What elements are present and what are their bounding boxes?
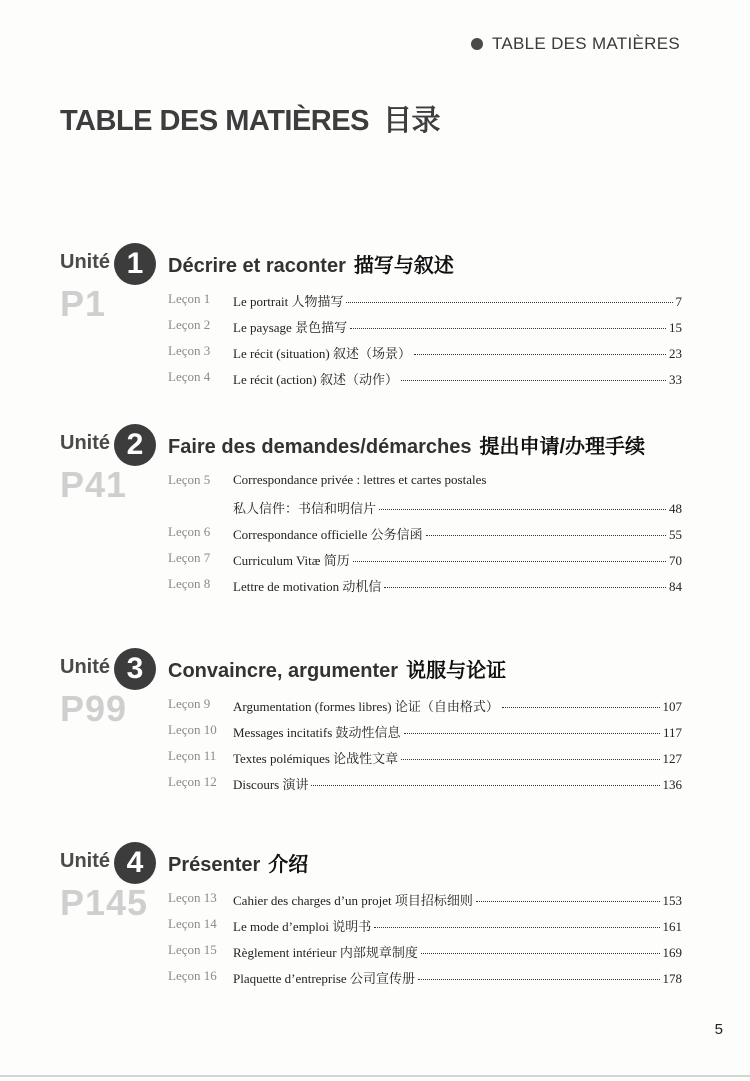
unit-title[interactable] <box>168 430 645 459</box>
dot-leader <box>353 561 666 562</box>
unit-title-fr: Faire des demandes/démarches <box>168 436 472 458</box>
unit-number-badge: 2 <box>114 424 156 466</box>
toc-entry-lecon-13[interactable] <box>168 886 682 912</box>
lesson-number: Leçon 13 <box>168 890 217 905</box>
dot-leader <box>350 328 666 329</box>
lesson-title: Le portrait 人物描写 <box>233 294 344 309</box>
dot-leader <box>476 901 660 902</box>
toc-entry-lecon-9[interactable] <box>168 692 682 718</box>
toc-entry-lecon-6[interactable] <box>168 520 682 546</box>
unit-title-zh: 说服与论证 <box>406 660 507 682</box>
running-header <box>471 34 680 54</box>
page-title-zh: 目录 <box>382 105 440 137</box>
running-header-text: TABLE DES MATIÈRES <box>491 34 680 53</box>
lesson-list <box>168 287 682 391</box>
lesson-page: 153 <box>662 893 682 908</box>
lesson-title: Cahier des charges d’un projet 项目招标细则 <box>233 893 473 908</box>
lesson-number: Leçon 11 <box>168 748 217 763</box>
lesson-page: 178 <box>662 971 682 986</box>
unit-label: Unité <box>60 850 110 872</box>
unit-title-zh: 描写与叙述 <box>353 255 454 277</box>
dot-leader <box>379 509 666 510</box>
lesson-number: Leçon 16 <box>168 968 217 983</box>
lesson-page: 84 <box>669 579 682 594</box>
bullet-dot-icon <box>471 38 483 50</box>
unit-start-page: P99 <box>60 688 128 729</box>
toc-entry-lecon-8[interactable] <box>168 572 682 598</box>
lesson-number: Leçon 7 <box>168 550 211 565</box>
lesson-title: 私人信件：书信和明信片 <box>233 501 377 516</box>
page-title <box>60 98 440 139</box>
lesson-title: Le mode d’emploi 说明书 <box>233 919 372 934</box>
dot-leader <box>346 302 672 303</box>
unit-title-zh: 介绍 <box>268 854 309 876</box>
lesson-number: Leçon 1 <box>168 291 211 306</box>
lesson-title: Messages incitatifs 鼓动性信息 <box>233 725 401 740</box>
lesson-title: Discours 演讲 <box>233 777 309 792</box>
dot-leader <box>418 979 660 980</box>
toc-entry-lecon-10[interactable] <box>168 718 682 744</box>
dot-leader <box>374 927 659 928</box>
lesson-page: 48 <box>669 501 682 516</box>
lesson-list <box>168 886 682 990</box>
toc-entry-lecon-2[interactable] <box>168 313 682 339</box>
toc-entry-lecon-3[interactable] <box>168 339 682 365</box>
lesson-title: Le récit (situation) 叙述（场景） <box>233 346 411 361</box>
lesson-number: Leçon 15 <box>168 942 217 957</box>
lesson-title: Le paysage 景色描写 <box>233 320 348 335</box>
unit-title[interactable] <box>168 654 506 683</box>
lesson-number: Leçon 4 <box>168 369 211 384</box>
toc-entry-lecon-14[interactable] <box>168 912 682 938</box>
lesson-number: Leçon 5 <box>168 472 211 487</box>
unit-start-page: P41 <box>60 464 128 505</box>
lesson-title-line1: Correspondance privée : lettres et cartes postales <box>233 472 487 487</box>
unit-label: Unité <box>60 432 110 454</box>
unit-title-fr: Décrire et raconter <box>168 255 346 277</box>
lesson-page: 23 <box>669 346 682 361</box>
lesson-title: Le récit (action) 叙述（动作） <box>233 372 398 387</box>
lesson-title: Plaquette d’entreprise 公司宣传册 <box>233 971 415 986</box>
lesson-title: Textes polémiques 论战性文章 <box>233 751 399 766</box>
unit-number-badge: 1 <box>114 243 156 285</box>
dot-leader <box>311 785 659 786</box>
dot-leader <box>426 535 666 536</box>
unit-title-zh: 提出申请/办理手续 <box>479 436 646 458</box>
dot-leader <box>401 380 666 381</box>
lesson-title: Règlement intérieur 内部规章制度 <box>233 945 418 960</box>
toc-entry-lecon-1[interactable] <box>168 287 682 313</box>
lesson-page: 117 <box>662 725 682 740</box>
unit-label: Unité <box>60 251 110 273</box>
toc-entry-lecon-16[interactable] <box>168 964 682 990</box>
dot-leader <box>404 733 660 734</box>
lesson-number: Leçon 8 <box>168 576 211 591</box>
dot-leader <box>414 354 666 355</box>
lesson-number: Leçon 10 <box>168 722 217 737</box>
unit-start-page: P145 <box>60 882 149 923</box>
lesson-page: 7 <box>675 294 682 309</box>
unit-title-fr: Présenter <box>168 854 261 876</box>
toc-entry-lecon-7[interactable] <box>168 546 682 572</box>
lesson-title: Argumentation (formes libres) 论证（自由格式） <box>233 699 499 714</box>
lesson-page: 161 <box>662 919 682 934</box>
unit-start-page: P1 <box>60 283 107 324</box>
unit-label: Unité <box>60 656 110 678</box>
page-title-fr: TABLE DES MATIÈRES <box>60 105 369 137</box>
dot-leader <box>384 587 666 588</box>
lesson-number: Leçon 14 <box>168 916 217 931</box>
lesson-list <box>168 692 682 796</box>
dot-leader <box>421 953 660 954</box>
lesson-number: Leçon 2 <box>168 317 211 332</box>
unit-number-badge: 3 <box>114 648 156 690</box>
lesson-number: Leçon 9 <box>168 696 211 711</box>
toc-entry-lecon-5[interactable] <box>168 468 682 520</box>
toc-entry-lecon-11[interactable] <box>168 744 682 770</box>
lesson-page: 70 <box>669 553 682 568</box>
lesson-page: 169 <box>662 945 682 960</box>
lesson-page: 136 <box>662 777 682 792</box>
lesson-page: 127 <box>662 751 682 766</box>
lesson-list <box>168 468 682 598</box>
unit-title-fr: Convaincre, argumenter <box>168 660 399 682</box>
lesson-page: 107 <box>662 699 682 714</box>
lesson-number: Leçon 12 <box>168 774 217 789</box>
dot-leader <box>502 707 660 708</box>
toc-entry-lecon-12[interactable] <box>168 770 682 796</box>
lesson-title: Curriculum Vitæ 简历 <box>233 553 350 568</box>
bottom-rule <box>0 1075 750 1077</box>
lesson-title: Correspondance officielle 公务信函 <box>233 527 423 542</box>
unit-number-badge: 4 <box>114 842 156 884</box>
unit-title[interactable] <box>168 249 454 278</box>
dot-leader <box>401 759 659 760</box>
lesson-number: Leçon 6 <box>168 524 211 539</box>
lesson-title: Lettre de motivation 动机信 <box>233 579 382 594</box>
toc-entry-lecon-15[interactable] <box>168 938 682 964</box>
unit-title[interactable] <box>168 848 308 877</box>
lesson-page: 33 <box>669 372 682 387</box>
lesson-page: 15 <box>669 320 682 335</box>
toc-entry-lecon-4[interactable] <box>168 365 682 391</box>
lesson-page: 55 <box>669 527 682 542</box>
page-number: 5 <box>714 1021 723 1038</box>
lesson-number: Leçon 3 <box>168 343 211 358</box>
